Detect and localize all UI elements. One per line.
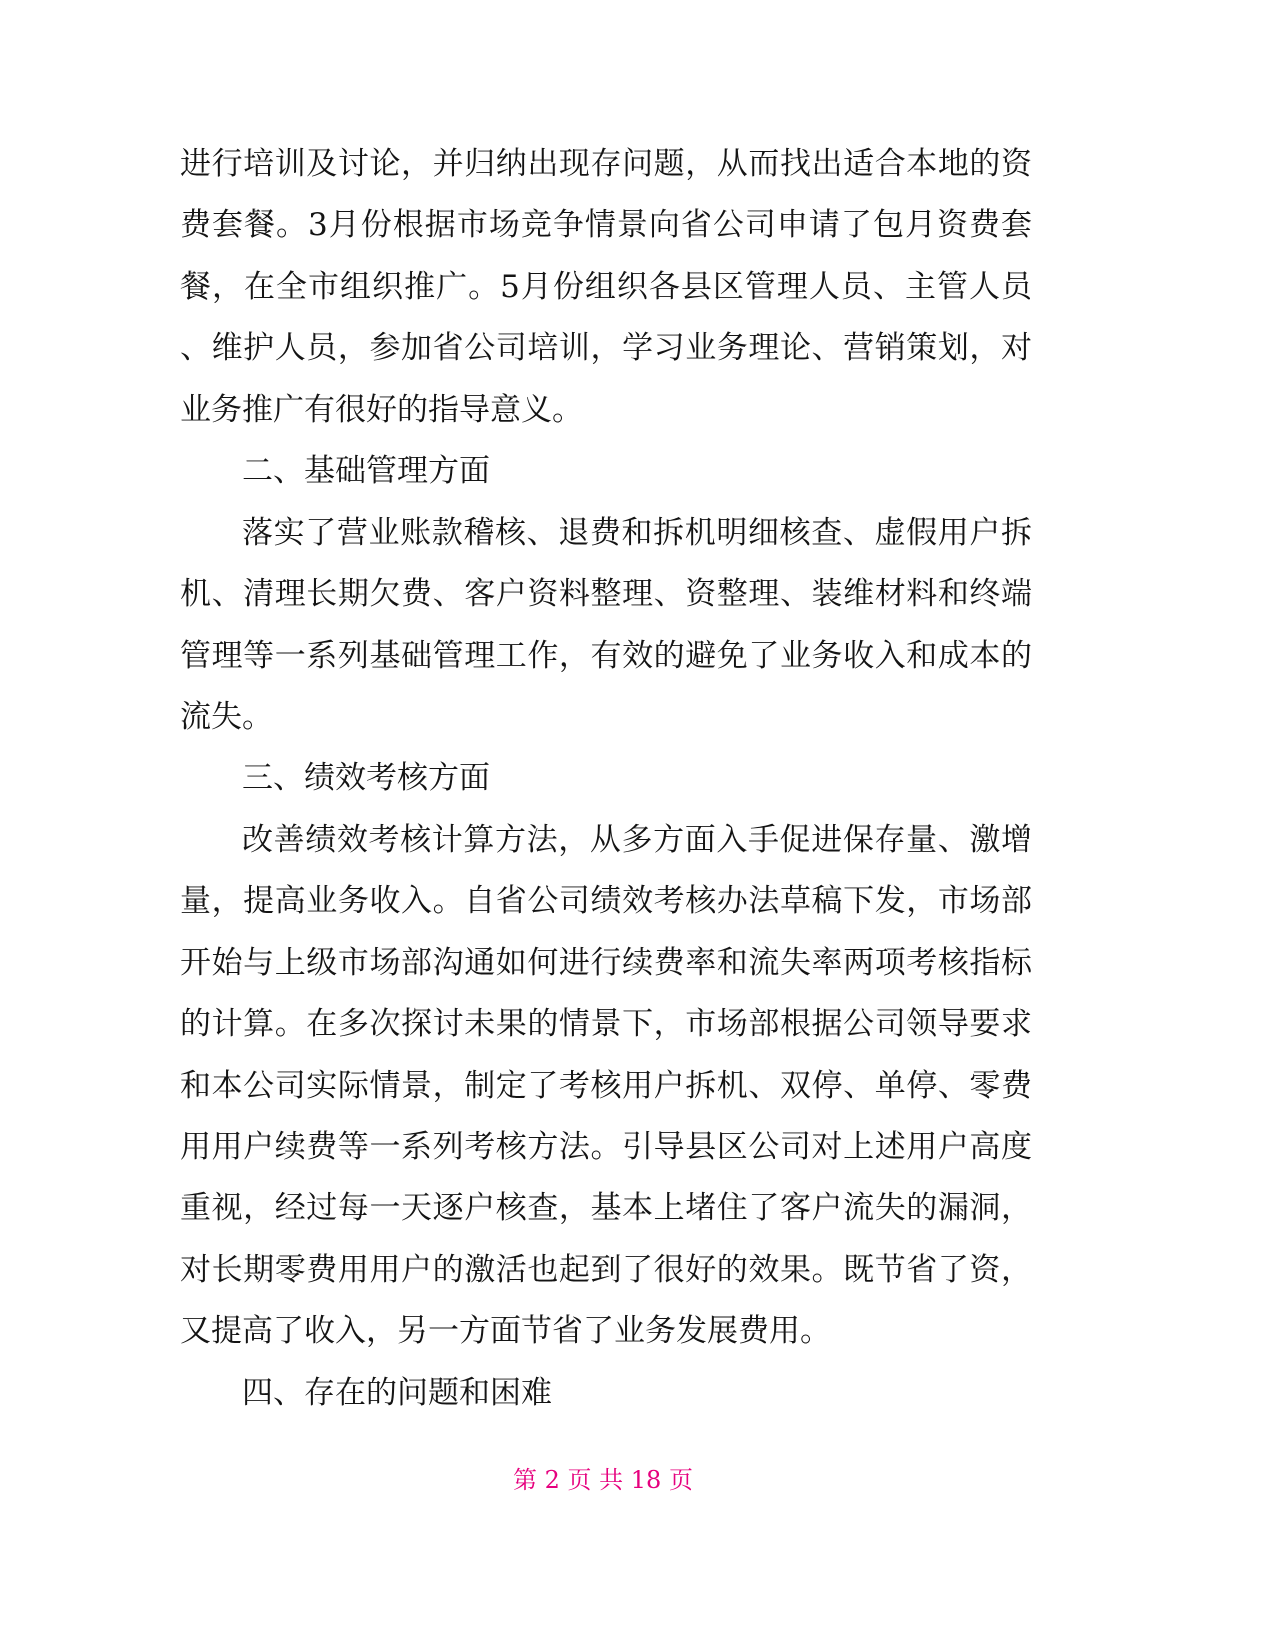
section-heading-basic-management [180,441,1032,502]
text-line: 机、清理长期欠费、客户资料整理、资整理、装维材料和终端 [180,576,1032,613]
text-line: 量，提高业务收入。自省公司绩效考核办法草稿下发，市场部 [180,883,1032,920]
heading-text: 三、绩效考核方面 [242,760,490,797]
text-line: 重视，经过每一天逐户核查，基本上堵住了客户流失的漏洞， [180,1190,1032,1227]
text-line: 费套餐。3月份根据市场竞争情景向省公司申请了包月资费套 [180,207,1032,244]
text-line: 餐，在全市组织推广。5月份组织各县区管理人员、主管人员 [180,268,1032,305]
paragraph-continuation [180,134,1032,441]
text-line: 对长期零费用用户的激活也起到了很好的效果。既节省了资， [180,1251,1032,1288]
heading-text: 二、基础管理方面 [242,453,490,490]
paragraph-basic-management [180,503,1032,749]
page-number-footer: 第 2 页 共 18 页 [513,1466,693,1494]
text-line: 的计算。在多次探讨未果的情景下，市场部根据公司领导要求 [180,1006,1032,1043]
text-line: 业务推广有很好的指导意义。 [180,391,583,428]
text-line: 流失。 [180,698,273,735]
paragraph-performance [180,810,1032,1363]
text-line: 又提高了收入，另一方面节省了业务发展费用。 [180,1313,831,1350]
document-body [180,134,1032,1424]
text-line: 开始与上级市场部沟通如何进行续费率和流失率两项考核指标 [180,944,1032,981]
text-line: 和本公司实际情景，制定了考核用户拆机、双停、单停、零费 [180,1067,1032,1104]
text-line: 改善绩效考核计算方法，从多方面入手促进保存量、激增 [242,821,1032,858]
section-heading-performance [180,748,1032,809]
text-line: 管理等一系列基础管理工作，有效的避免了业务收入和成本的 [180,637,1032,674]
section-heading-problems [180,1363,1032,1424]
text-line: 用用户续费等一系列考核方法。引导县区公司对上述用户高度 [180,1129,1032,1165]
text-line: 落实了营业账款稽核、退费和拆机明细核查、虚假用户拆 [242,514,1032,551]
heading-text: 四、存在的问题和困难 [242,1374,552,1411]
text-line: 、维护人员，参加省公司培训，学习业务理论、营销策划，对 [180,330,1032,367]
text-line: 进行培训及讨论，并归纳出现存问题，从而找出适合本地的资 [180,146,1032,182]
